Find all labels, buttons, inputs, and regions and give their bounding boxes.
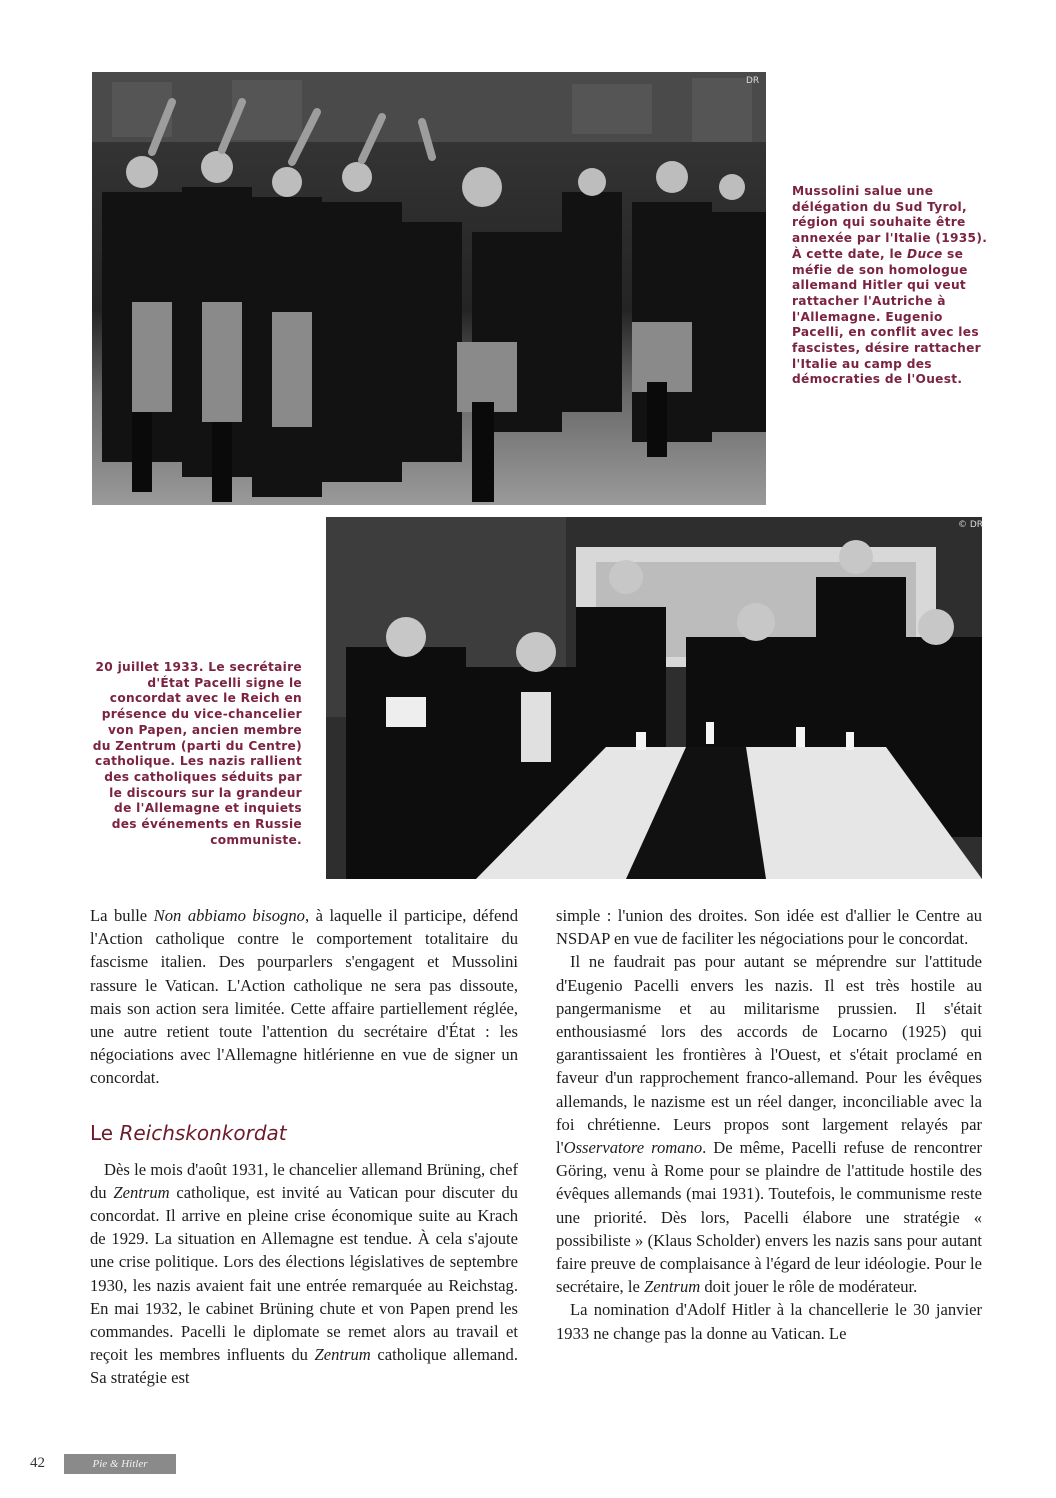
left-p2-e: catholique allemand. Sa stratégie est [90, 1345, 518, 1388]
caption1-text-a: Mussolini salue une délégation du Sud Tyrol, région qui souhaite être annexée par l'Italie (1935). À cette date, le [792, 184, 988, 261]
photo1-credit: DR [746, 76, 760, 86]
section-heading [90, 1120, 518, 1146]
left-paragraph-1 [90, 904, 518, 1090]
right-p2-b: Osservatore romano [563, 1138, 703, 1158]
caption-mussolini [792, 184, 988, 388]
caption1-duce: Duce [907, 246, 943, 261]
right-paragraph-2 [556, 950, 982, 1298]
photo-concordat-illustration [326, 517, 982, 879]
photo2-credit: © DR [958, 520, 984, 530]
right-p2-c: . De même, Pacelli refuse de rencontrer Göring, venu à Rome pour se plaindre de l'attitude hostile des évêques allemands (mai 1931). Toutefois, le communisme reste une priorité. Dès lors, Pacelli élabore une stratégie « possibiliste » (Klaus Scholder) envers les nazis sans pour autant faire preuve de complaisance à l'égard de leur idéologie. Pour le secrétaire, le [556, 1138, 982, 1297]
left-p2-c: catholique, est invité au Vatican pour discuter du concordat. Il arrive en pleine crise économique suite au Krach de 1929. La situation en Allemagne est tendue. À cela s'ajoute une crise politique. Lors des élections législatives de septembre 1930, les nazis avaient fait une entrée remarquée au Reichstag. En mai 1932, le cabinet Brüning chute et von Papen prend les commandes. Pacelli le diplomate se remet alors au travail et reçoit les membres influents du [90, 1182, 518, 1365]
caption-concordat: 20 juillet 1933. Le secrétaire d'État Pacelli signe le concordat avec le Reich en présence du vice-chancelier von Papen, ancien membre du Zentrum (parti du Centre) catholique. Les nazis rallient des catholiques séduits par le discours sur la grandeur de l'Allemagne et inquiets des événements en Russie communiste. [92, 660, 302, 847]
left-paragraph-2 [90, 1158, 518, 1390]
photo-mussolini-illustration [92, 72, 766, 505]
footer-label: Pie & Hitler [64, 1454, 176, 1474]
right-p2-d: Zentrum [643, 1277, 701, 1297]
left-p2-d: Zentrum [314, 1345, 371, 1365]
left-p2-b: Zentrum [113, 1182, 170, 1202]
photo-concordat-signing [326, 517, 982, 879]
left-p1-title: Non abbiamo bisogno [153, 906, 305, 925]
right-paragraph-1: simple : l'union des droites. Son idée est d'allier le Centre au NSDAP en vue de faciliter les négociations pour le concordat. [556, 906, 982, 949]
page-number: 42 [30, 1455, 45, 1471]
heading-emphasis: Reichskonkordat [119, 1120, 287, 1145]
heading-prefix: Le [90, 1120, 120, 1145]
right-paragraph-3: La nomination d'Adolf Hitler à la chancellerie le 30 janvier 1933 ne change pas la donne au Vatican. Le [556, 1300, 982, 1343]
caption1-text-b: se méfie de son homologue allemand Hitler qui veut rattacher l'Autriche à l'Allemagne. Eugenio Pacelli, en conflit avec les fascistes, désire rattacher l'Italie au camp des démocraties de l'Ouest. [792, 246, 981, 387]
right-column [556, 904, 982, 1345]
left-p1-c: , à laquelle il participe, défend l'Action catholique contre le comportement totalitaire du fascisme italien. Des pourparlers s'engagent et Mussolini rassure le Vatican. L'Action catholique ne sera pas dissoute, mais son action sera limitée. Cette affaire partiellement réglée, une autre retient toute l'attention du secrétaire d'État : les négociations avec l'Allemagne hitlérienne en vue de signer un concordat. [90, 906, 519, 1088]
left-p1-a: La bulle [90, 906, 154, 925]
right-p2-e: doit jouer le rôle de modérateur. [700, 1277, 918, 1297]
right-p2-a: Il ne faudrait pas pour autant se méprendre sur l'attitude d'Eugenio Pacelli envers les nazis. Il est très hostile au pangermanisme et au militarisme prussien. Il s'était enthousiasmé lors des accords de Locarno (1925) qui garantissaient les frontières à l'Ouest, et s'était proclamé en faveur d'un rapprochement franco-allemand. Pour les évêques allemands, le nazisme est un réel danger, inconciliable avec la foi chrétienne. Leurs propos sont largement relayés par l' [556, 952, 982, 1158]
left-p2-a: Dès le mois d'août 1931, le chancelier allemand Brüning, chef du [90, 1159, 518, 1202]
left-column [90, 904, 518, 1390]
photo-mussolini-salute [92, 72, 766, 505]
